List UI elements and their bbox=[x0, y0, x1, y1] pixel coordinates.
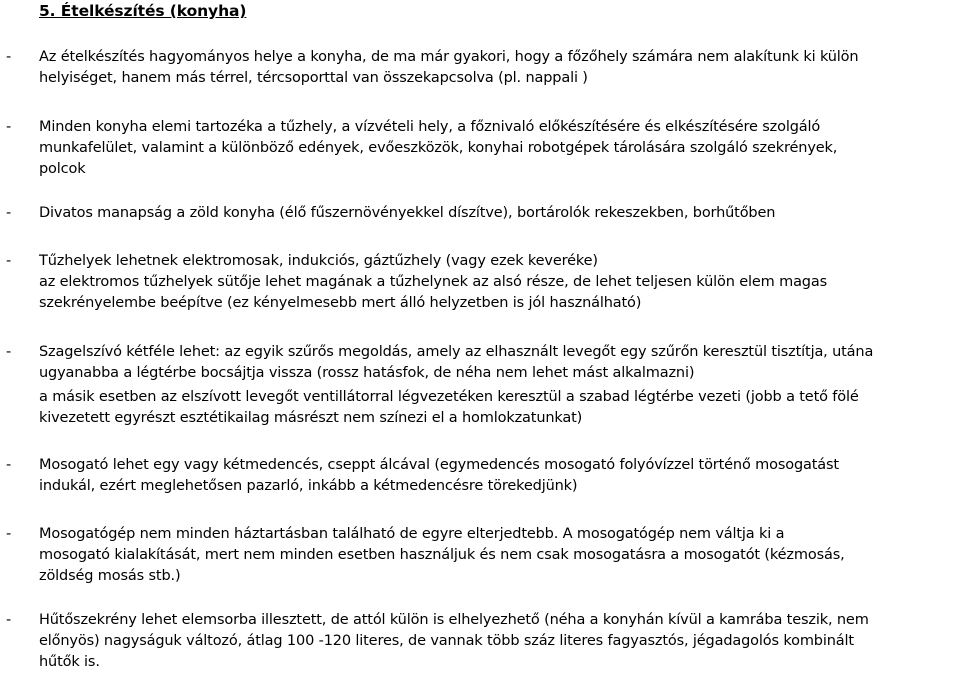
list-bullet-dash: - bbox=[6, 457, 12, 473]
text-line: Mosogató lehet egy vagy kétmedencés, cseppt álcával (egymedencés mosogató folyóvízzel történő mosogatást bbox=[39, 457, 839, 473]
text-line: munkafelület, valamint a különböző edények, evőeszközök, konyhai robotgépek tárolására szolgáló szekrények, bbox=[39, 140, 838, 156]
list-item-text bbox=[39, 455, 959, 497]
text-line: Mosogatógép nem minden háztartásban található de egyre elterjedtebb. A mosogatógép nem váltja ki a bbox=[39, 526, 785, 542]
text-line: Hűtőszekrény lehet elemsorba illesztett, de attól külön is elhelyezhető (néha a konyhán kívül a kamrába teszik, nem bbox=[39, 612, 869, 628]
text-line: a másik esetben az elszívott levegőt ventillátorral légvezetéken keresztül a szabad légtérbe vezeti (jobb a tető fölé bbox=[39, 389, 859, 405]
list-bullet-dash: - bbox=[6, 49, 12, 65]
text-line: szekrényelembe beépítve (ez kényelmesebb mert álló helyzetben is jól használható) bbox=[39, 295, 642, 311]
text-line: Minden konyha elemi tartozéka a tűzhely, a vízvételi hely, a főznivaló előkészítésére és elkészítésére szolgáló bbox=[39, 119, 821, 135]
list-bullet-dash: - bbox=[6, 526, 12, 542]
text-line: az elektromos tűzhelyek sütője lehet magának a tűzhelynek az alsó része, de lehet teljesen külön elem magas bbox=[39, 274, 827, 290]
list-bullet-dash: - bbox=[6, 253, 12, 269]
list-item-text bbox=[39, 117, 959, 180]
list-item-text bbox=[39, 203, 959, 224]
text-line: helyiséget, hanem más térrel, tércsoporttal van összekapcsolva (pl. nappali ) bbox=[39, 70, 588, 86]
list-bullet-dash: - bbox=[6, 205, 12, 221]
list-bullet-dash: - bbox=[6, 344, 12, 360]
text-line: ugyanabba a légtérbe bocsájtja vissza (rossz hatásfok, de néha nem lehet mást alkalmazni) bbox=[39, 365, 695, 381]
text-line: Tűzhelyek lehetnek elektromosak, indukciós, gáztűzhely (vagy ezek keveréke) bbox=[39, 253, 598, 269]
text-line: Szagelszívó kétféle lehet: az egyik szűrős megoldás, amely az elhasznált levegőt egy szűrőn keresztül tisztítja, utána bbox=[39, 344, 874, 360]
section-heading: 5. Ételkészítés (konyha) bbox=[39, 2, 247, 20]
text-line: zöldség mosás stb.) bbox=[39, 568, 181, 584]
text-line: kivezetett egyrészt esztétikailag másrészt nem színezi el a homlokzatunkat) bbox=[39, 410, 583, 426]
list-bullet-dash: - bbox=[6, 612, 12, 628]
list-item-text bbox=[39, 47, 959, 89]
text-line: polcok bbox=[39, 161, 86, 177]
text-line: mosogató kialakítását, mert nem minden esetben használjuk és nem csak mosogatásra a mosogatót (kézmosás, bbox=[39, 547, 845, 563]
list-item-text bbox=[39, 251, 959, 314]
text-line: előnyös) nagyságuk változó, átlag 100 -120 literes, de vannak több száz literes fagyasztós, jégadagolós kombinált bbox=[39, 633, 854, 649]
text-line: hűtők is. bbox=[39, 654, 100, 670]
list-item-text bbox=[39, 342, 959, 429]
text-line: indukál, ezért meglehetősen pazarló, inkább a kétmedencésre törekedjünk) bbox=[39, 478, 578, 494]
text-line: Az ételkészítés hagyományos helye a konyha, de ma már gyakori, hogy a főzőhely számára nem alakítunk ki külön bbox=[39, 49, 859, 65]
list-bullet-dash: - bbox=[6, 119, 12, 135]
text-line: Divatos manapság a zöld konyha (élő fűszernövényekkel díszítve), bortárolók rekeszekben, borhűtőben bbox=[39, 205, 776, 221]
list-item-text bbox=[39, 524, 959, 587]
list-item-text bbox=[39, 610, 959, 673]
